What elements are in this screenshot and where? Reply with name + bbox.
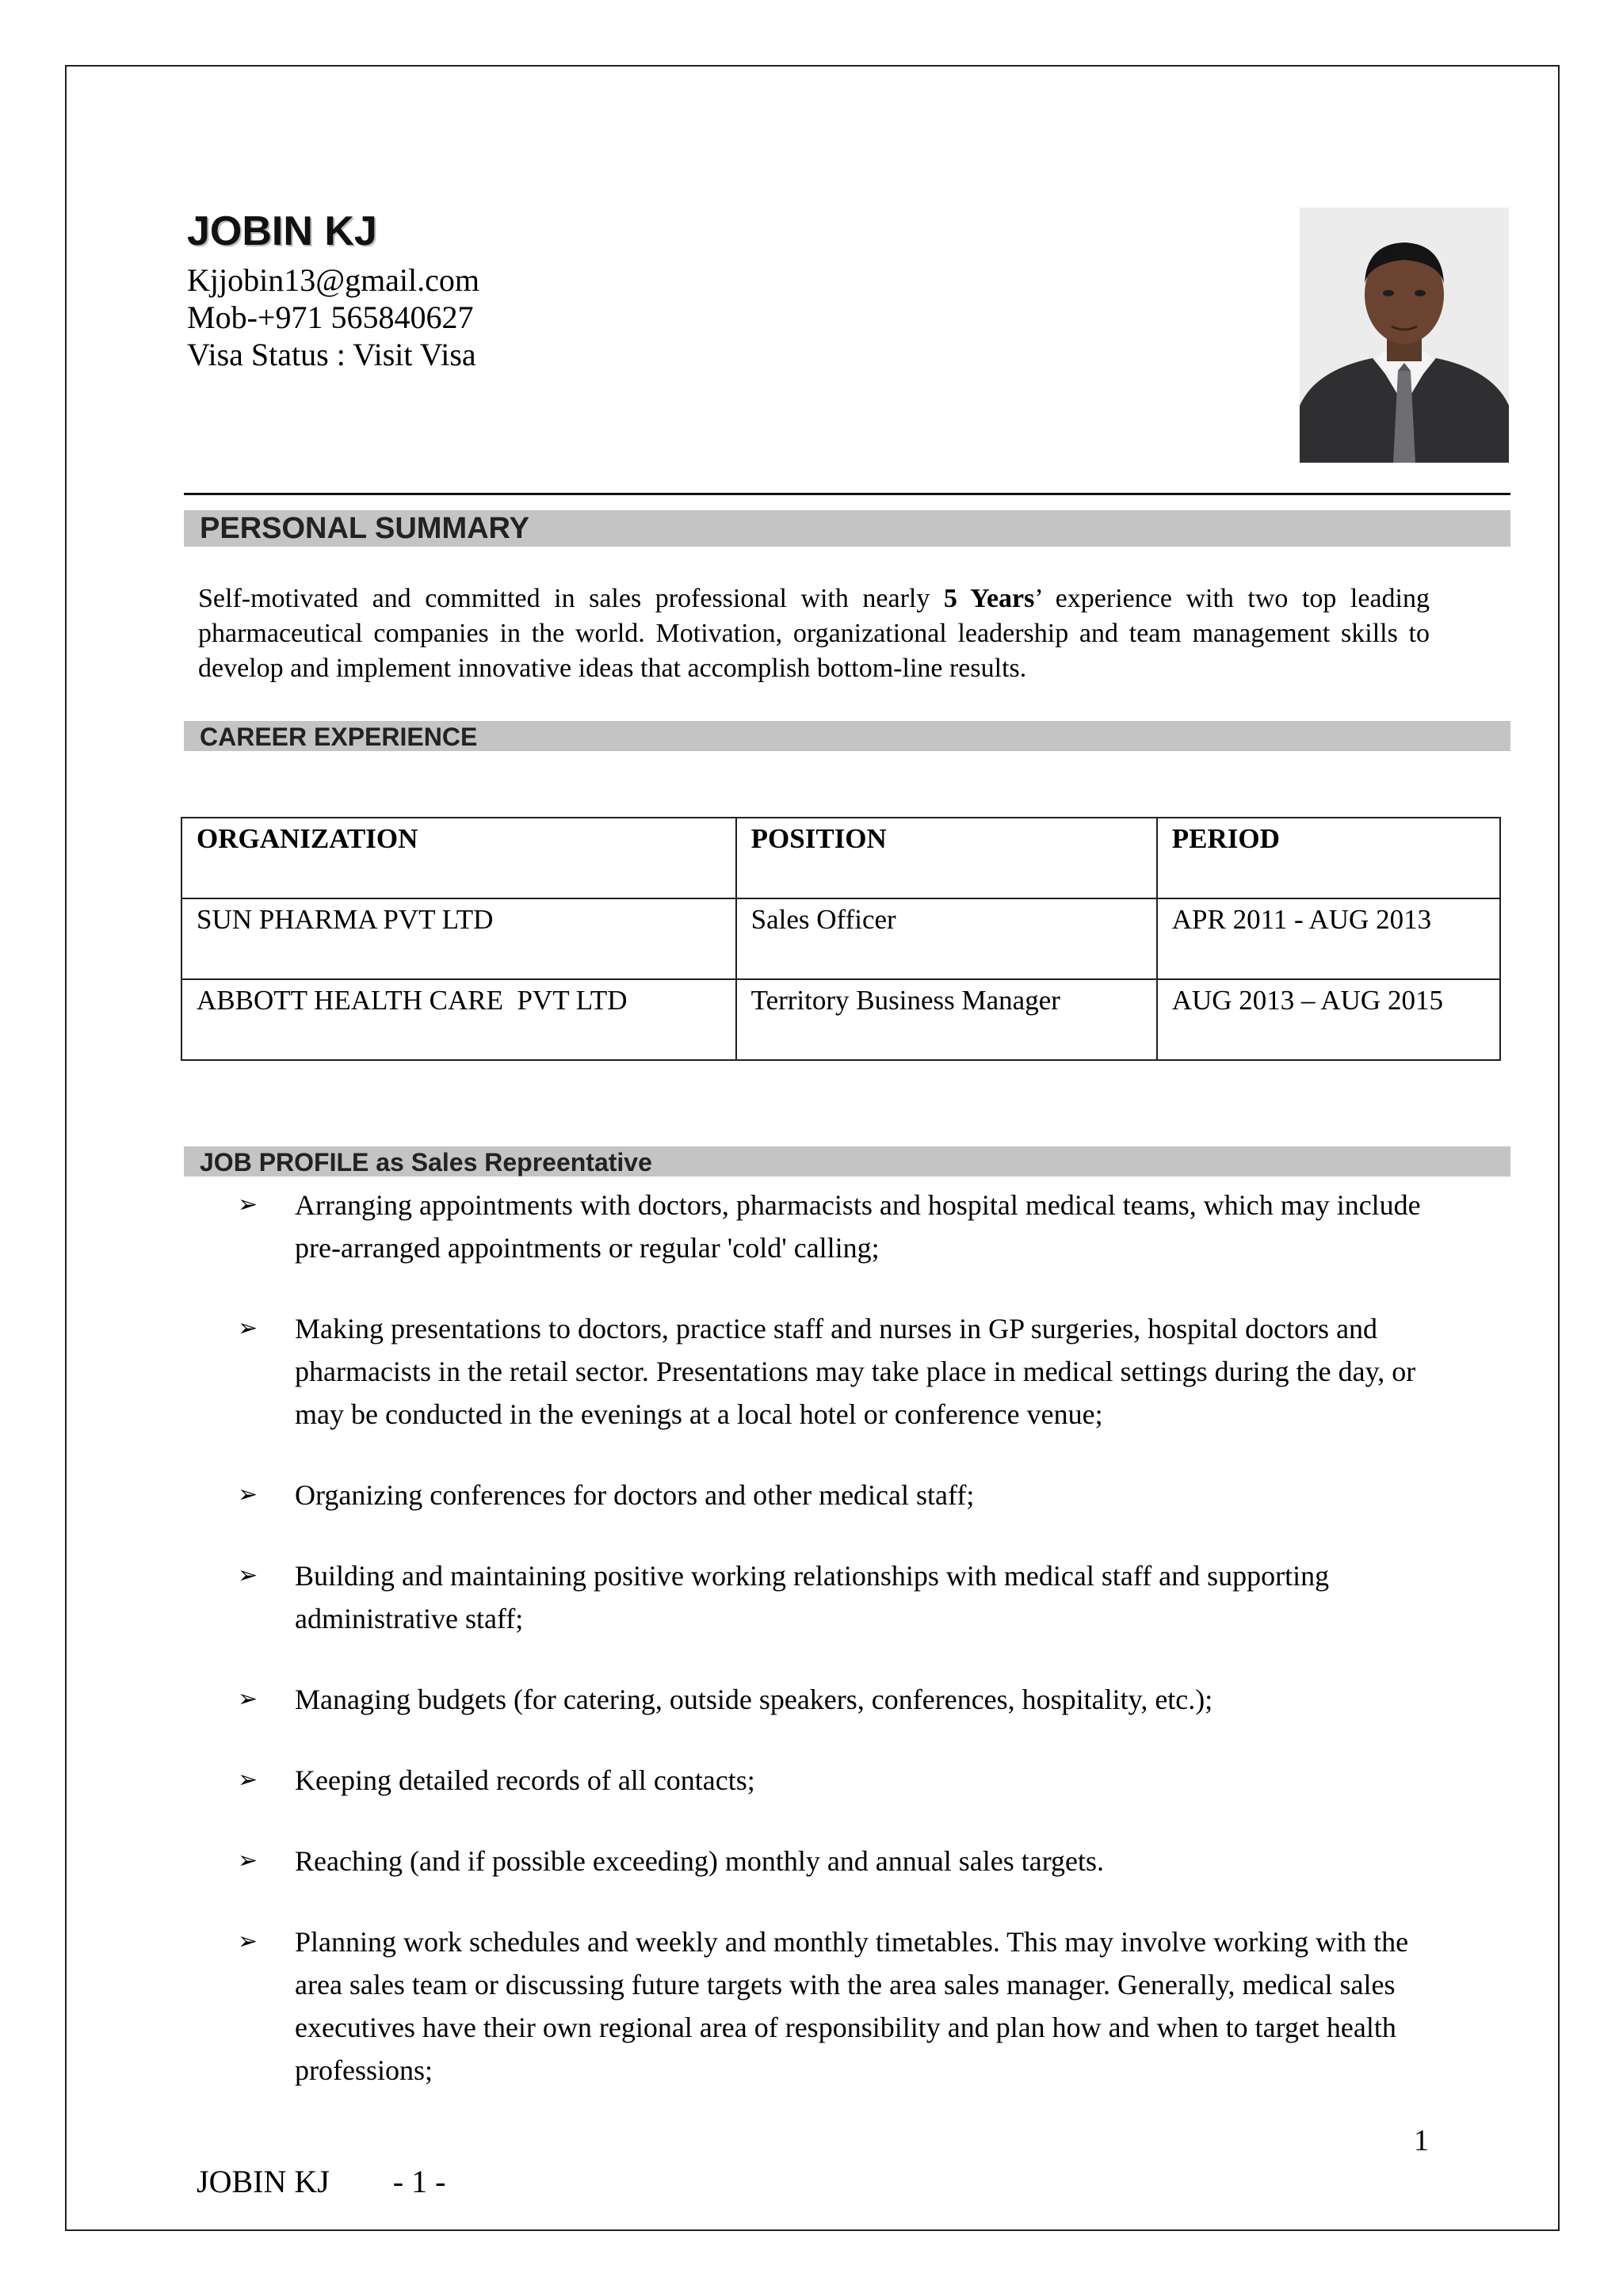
visa-status-text: Visa Status : Visit Visa <box>187 337 476 372</box>
career-experience-table <box>181 817 1501 1061</box>
arrow-bullet-icon: ➢ <box>238 1685 258 1713</box>
list-item <box>238 1840 1442 1882</box>
table-row <box>181 979 1500 1060</box>
list-item-text: Managing budgets (for catering, outside speakers, conferences, hospitality, etc.); <box>295 1684 1213 1715</box>
list-item <box>238 1554 1442 1640</box>
list-item <box>238 1474 1442 1516</box>
arrow-bullet-icon: ➢ <box>238 1928 258 1955</box>
list-item <box>238 1759 1442 1802</box>
career-experience-heading: CAREER EXPERIENCE <box>184 721 1510 751</box>
table-header-cell: ORGANIZATION <box>181 818 736 898</box>
period-cell: APR 2011 - AUG 2013 <box>1157 898 1500 979</box>
personal-summary-text <box>198 582 1430 686</box>
page-number: 1 <box>1414 2124 1429 2157</box>
table-header-cell: POSITION <box>736 818 1157 898</box>
list-item <box>238 1307 1442 1436</box>
summary-years-highlight: 5 Years <box>943 584 1035 613</box>
list-item-text: Building and maintaining positive working relationships with medical staff and supporting administrative staff; <box>295 1560 1330 1634</box>
summary-text-part2: ’ experience with two top leading pharmaceutical companies in the world. Motivation, organizational leadership and team management skills to develop and implement innovative ideas that accomplish bottom-line results. <box>198 584 1430 683</box>
list-item-text: Planning work schedules and weekly and monthly timetables. This may involve working with the area sales team or discussing future targets with the area sales manager. Generally, medical sales executives have their own regional area of responsibility and plan how and when to target health professions; <box>295 1926 1409 2086</box>
email-text: Kjjobin13@gmail.com <box>187 262 480 298</box>
profile-photo <box>1300 208 1509 463</box>
footer-page-label: - 1 - <box>392 2164 446 2199</box>
profile-photo-illustration <box>1300 208 1509 463</box>
list-item-text: Keeping detailed records of all contacts; <box>295 1764 755 1796</box>
arrow-bullet-icon: ➢ <box>238 1847 258 1875</box>
arrow-bullet-icon: ➢ <box>238 1314 258 1342</box>
list-item-text: Reaching (and if possible exceeding) monthly and annual sales targets. <box>295 1845 1105 1877</box>
table-header-cell: PERIOD <box>1157 818 1500 898</box>
arrow-bullet-icon: ➢ <box>238 1766 258 1794</box>
mobile-text: Mob-+971 565840627 <box>187 299 474 335</box>
arrow-bullet-icon: ➢ <box>238 1191 258 1219</box>
organization-cell: SUN PHARMA PVT LTD <box>181 898 736 979</box>
organization-cell: ABBOTT HEALTH CARE PVT LTD <box>181 979 736 1060</box>
footer-name: JOBIN KJ <box>197 2164 330 2199</box>
candidate-name: JOBIN KJ <box>187 208 377 254</box>
header-divider <box>184 493 1510 495</box>
position-cell: Territory Business Manager <box>736 979 1157 1060</box>
table-row <box>181 898 1500 979</box>
period-cell: AUG 2013 – AUG 2015 <box>1157 979 1500 1060</box>
list-item <box>238 1184 1442 1269</box>
job-profile-heading: JOB PROFILE as Sales Repreentative <box>184 1146 1510 1177</box>
personal-summary-heading: PERSONAL SUMMARY <box>184 510 1510 547</box>
arrow-bullet-icon: ➢ <box>238 1562 258 1589</box>
table-header-row <box>181 818 1500 898</box>
footer <box>197 2163 445 2200</box>
list-item-text: Arranging appointments with doctors, pharmacists and hospital medical teams, which may include pre-arranged appointments or regular 'cold' calling; <box>295 1189 1421 1264</box>
summary-text-part1: Self-motivated and committed in sales professional with nearly <box>198 584 944 613</box>
position-cell: Sales Officer <box>736 898 1157 979</box>
list-item <box>238 1678 1442 1721</box>
list-item-text: Organizing conferences for doctors and other medical staff; <box>295 1479 975 1511</box>
job-profile-list <box>238 1184 1442 2130</box>
list-item-text: Making presentations to doctors, practice staff and nurses in GP surgeries, hospital doctors and pharmacists in the retail sector. Presentations may take place in medical settings during the day, or may be conducted in the evenings at a local hotel or conference venue; <box>295 1313 1416 1430</box>
arrow-bullet-icon: ➢ <box>238 1481 258 1508</box>
list-item <box>238 1920 1442 2092</box>
